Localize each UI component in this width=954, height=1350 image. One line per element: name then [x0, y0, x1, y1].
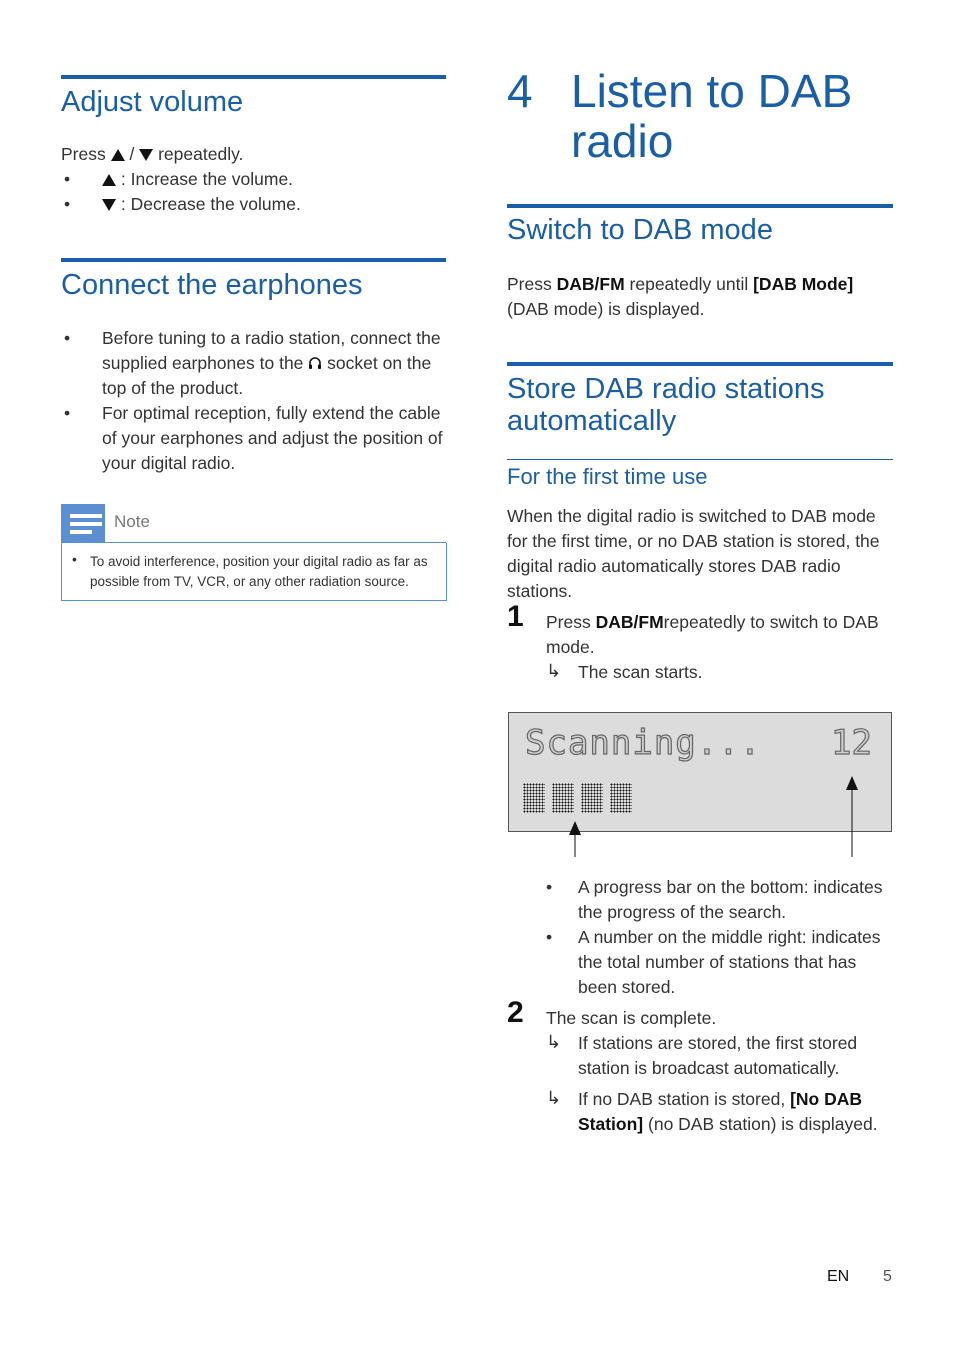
switch-paragraph: Press DAB/FM repeatedly until [DAB Mode] (DAB mode) is displayed.	[507, 274, 854, 319]
note-label: Note	[114, 512, 150, 531]
switch-title: Switch to DAB mode	[507, 214, 773, 246]
result-arrow-icon: ↳	[546, 661, 562, 681]
switch-rule	[507, 204, 893, 208]
adjust-volume-rule	[61, 75, 446, 79]
adjust-volume-instruction: Press / repeatedly.	[61, 144, 244, 164]
adjust-volume-title: Adjust volume	[61, 86, 244, 118]
earphones-rule	[61, 258, 446, 262]
store-intro: When the digital radio is switched to DAB mode for the first time, or no DAB station is stored, the digital radio automatically stores DAB radio stations.	[507, 506, 880, 601]
step-2-result-2: If no DAB station is stored, [No DAB Station] (no DAB station) is displayed.	[578, 1089, 878, 1134]
up-triangle-icon	[111, 149, 125, 161]
lcd-scanning-text: Scanning...	[525, 723, 762, 763]
page-number: 5	[883, 1268, 892, 1285]
list-item: • For optimal reception, fully extend the cable of your earphones and adjust the position of your digital radio.	[64, 403, 443, 473]
headphones-icon	[308, 356, 322, 370]
note-box: • To avoid interference, position your digital radio as far as possible from TV, VCR, or any other radiation source.	[61, 543, 447, 601]
step-number: 1	[507, 600, 524, 633]
step-number: 2	[507, 996, 524, 1029]
down-triangle-icon	[102, 199, 116, 211]
step-1-result: The scan starts.	[578, 662, 703, 682]
result-arrow-icon: ↳	[546, 1088, 562, 1108]
note-text: To avoid interference, position your digital radio as far as possible from TV, VCR, or any other radiation source.	[90, 554, 428, 589]
lcd-station-count: 12	[831, 723, 872, 763]
store-title: Store DAB radio stations automatically	[507, 373, 825, 437]
chapter-title: Listen to DAB radio	[571, 65, 853, 167]
list-item: • Before tuning to a radio station, connect the supplied earphones to the socket on the top of the product.	[64, 328, 441, 398]
list-item: • : Increase the volume.	[64, 169, 294, 189]
step-1-text: Press DAB/FMrepeatedly to switch to DAB mode.	[546, 612, 879, 657]
note-icon	[61, 504, 105, 543]
footer-language: EN	[827, 1268, 850, 1285]
step-2-text: The scan is complete.	[546, 1008, 717, 1028]
down-triangle-icon	[139, 149, 153, 161]
up-triangle-icon	[102, 174, 116, 186]
step-2-result-1: If stations are stored, the first stored station is broadcast automatically.	[578, 1033, 858, 1078]
store-rule	[507, 362, 893, 366]
chapter-number: 4	[507, 65, 533, 117]
subtitle-rule	[507, 459, 893, 460]
earphones-title: Connect the earphones	[61, 269, 363, 301]
store-subtitle: For the first time use	[507, 464, 708, 489]
result-arrow-icon: ↳	[546, 1032, 562, 1052]
callout-arrows	[500, 740, 900, 860]
list-item: • : Decrease the volume.	[64, 194, 301, 214]
list-item: • A number on the middle right: indicates the total number of stations that has been stored.	[546, 927, 881, 997]
list-item: • A progress bar on the bottom: indicates the progress of the search.	[546, 877, 883, 922]
